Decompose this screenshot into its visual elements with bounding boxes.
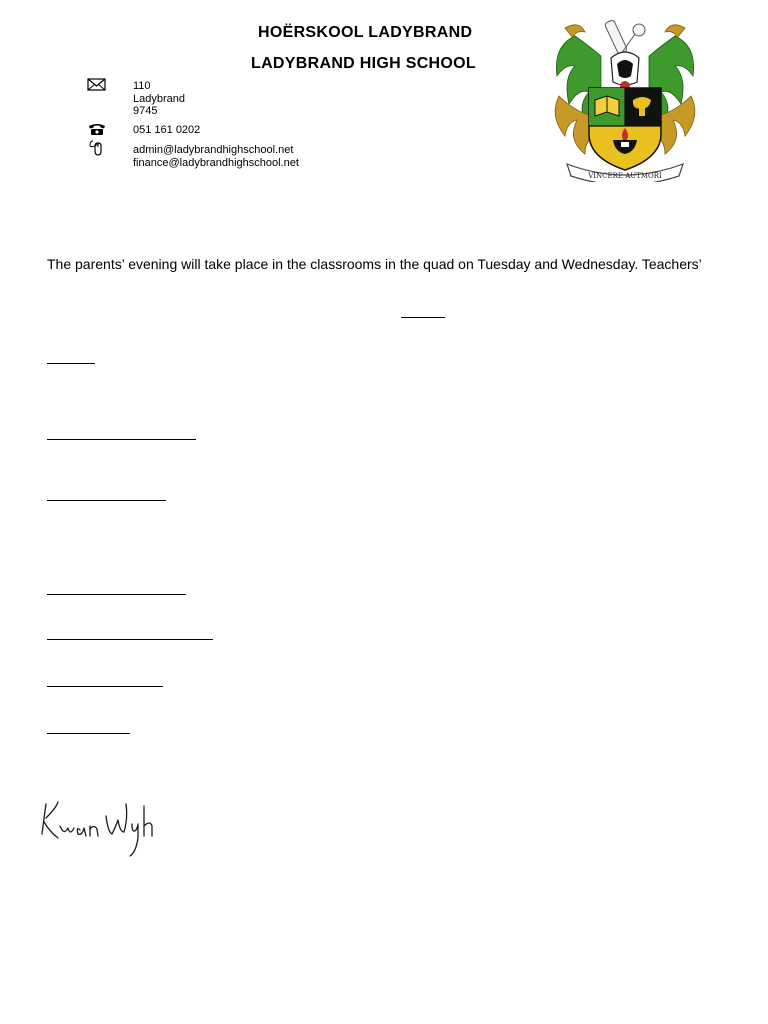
address-line: 110 xyxy=(133,80,151,92)
address-line: Ladybrand xyxy=(133,92,185,105)
signature xyxy=(34,796,164,862)
school-crest xyxy=(545,16,705,182)
email-address[interactable]: finance@ladybrandhighschool.net xyxy=(133,156,299,169)
heading-underline xyxy=(47,733,130,734)
heading-underline xyxy=(47,686,163,687)
address-block xyxy=(133,80,185,118)
heading-underline xyxy=(401,317,445,318)
mouse-icon xyxy=(87,140,107,156)
heading-underline xyxy=(47,500,166,501)
heading-underline xyxy=(47,363,95,364)
school-name-afrikaans: HOËRSKOOL LADYBRAND xyxy=(258,24,473,41)
address-line: 9745 xyxy=(133,105,158,117)
phone-number: 051 161 0202 xyxy=(133,124,201,136)
heading-underline xyxy=(47,439,196,440)
school-name-english: LADYBRAND HIGH SCHOOL xyxy=(251,55,476,72)
envelope-icon xyxy=(87,77,107,93)
heading-underline xyxy=(47,639,213,640)
telephone-icon xyxy=(87,121,107,137)
heading-underline xyxy=(47,594,186,595)
email-address[interactable]: admin@ladybrandhighschool.net xyxy=(133,144,294,156)
crest-motto: VINCERE AUTMORI xyxy=(588,172,662,180)
email-block xyxy=(133,144,299,169)
body-paragraph: The parents’ evening will take place in the classrooms in the quad on Tuesday and Wednesday. Teachers’ xyxy=(47,256,702,272)
